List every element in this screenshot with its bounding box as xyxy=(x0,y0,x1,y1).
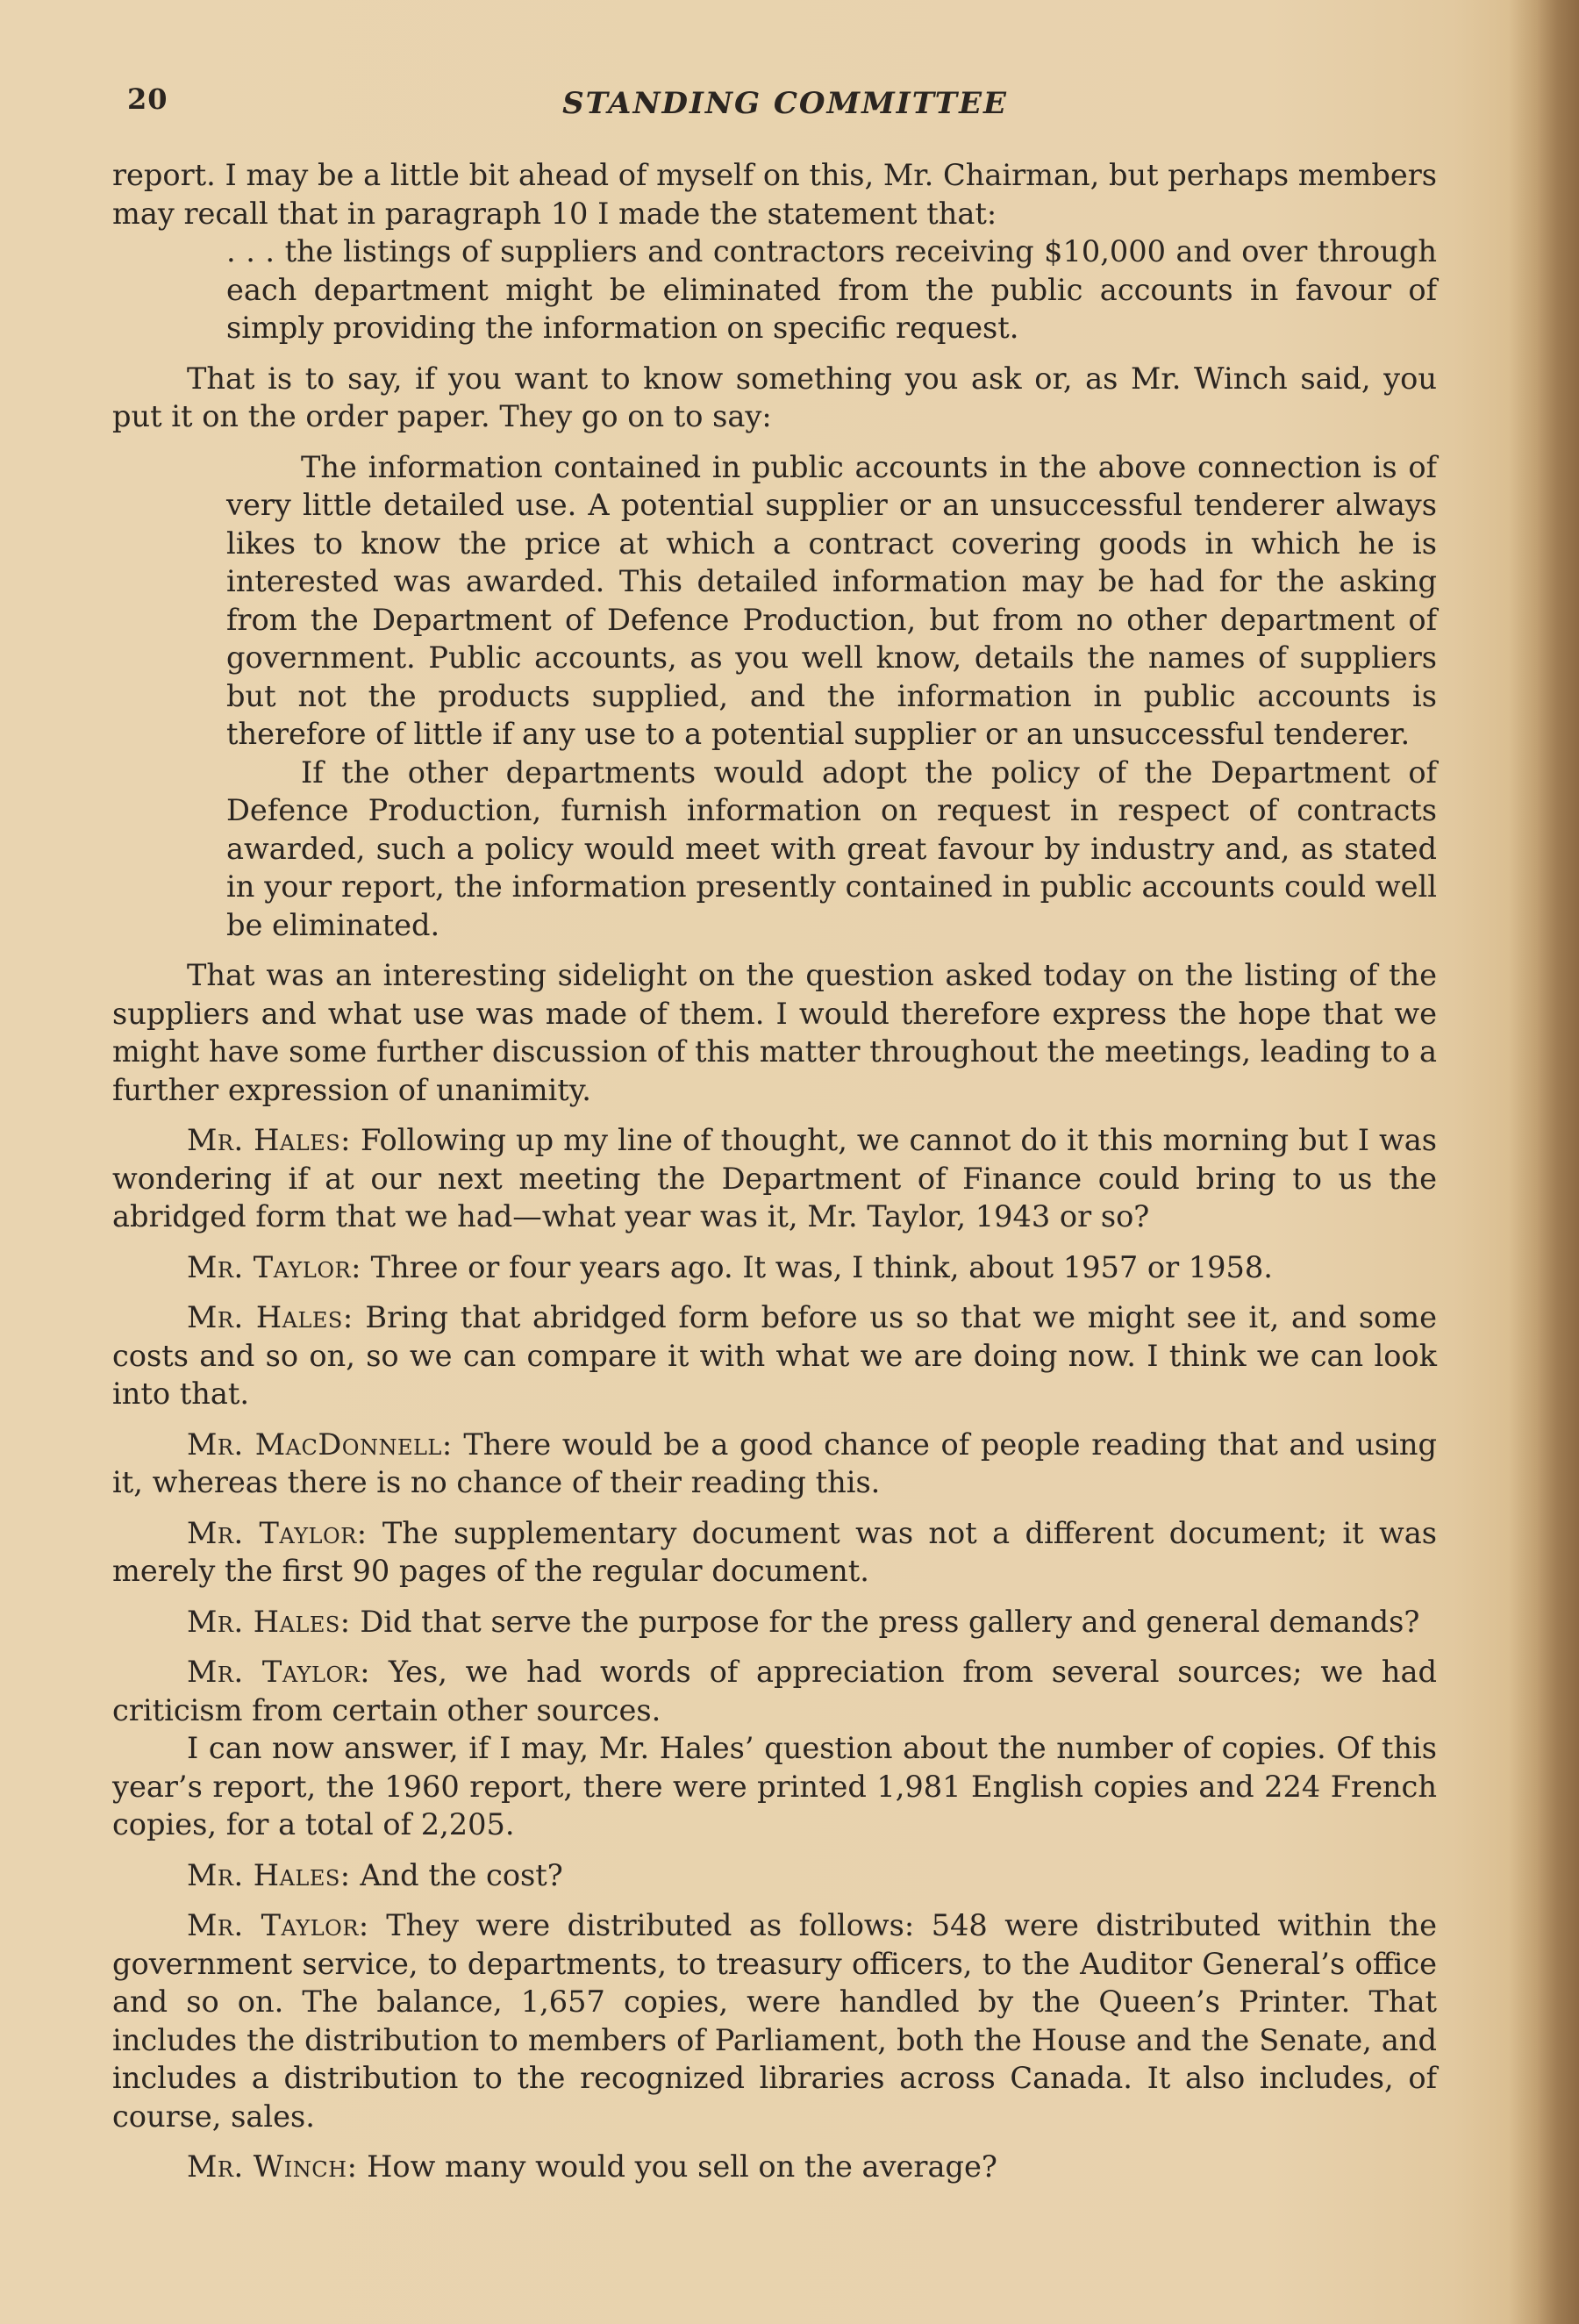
speaker-name: Mr. Taylor: xyxy=(187,1515,368,1550)
speaker-name: Mr. Taylor: xyxy=(187,1249,361,1284)
speaker-paragraph xyxy=(112,1906,1437,2135)
speech-text: How many would you sell on the average? xyxy=(367,2149,997,2184)
speaker-name: Mr. Hales: xyxy=(187,1300,354,1334)
speech-text: Did that serve the purpose for the press gallery and general demands? xyxy=(360,1604,1420,1639)
quote-paragraph: If the other departments would adopt the policy of the Department of Defence Production, furnish information on request in respect of contracts awarded, such a policy would meet with great favour by industry and, as stated in your report, the information presently contained in public accounts could well be eliminated. xyxy=(226,754,1437,942)
block-quote xyxy=(226,232,1437,347)
paragraph: That was an interesting sidelight on the question asked today on the listing of the suppliers and what use was made of them. I would therefore express the hope that we might have some further discussion of this matter throughout the meetings, leading to a further expression of unanimity. xyxy=(112,958,1437,1107)
speaker-paragraph xyxy=(112,1426,1437,1502)
quote-paragraph: The information contained in public accounts in the above connection is of very little detailed use. A potential supplier or an unsuccessful tenderer always likes to know the price at which a contract covering goods in which he is interested was awarded. This detailed information may be had for the asking from the Department of Defence Production, but from no other department of government. Public accounts, as you well know, details the names of suppliers but not the products supplied, and the information in public accounts is therefore of little if any use to a potential supplier or an unsuccessful tenderer. xyxy=(226,449,1437,751)
speaker-name: Mr. Taylor: xyxy=(187,1655,371,1689)
document-body xyxy=(112,156,1437,2186)
speaker-paragraph xyxy=(112,1248,1437,1287)
speech-text: And the cost? xyxy=(360,1857,563,1892)
speaker-name: Mr. Hales: xyxy=(187,1123,351,1157)
speaker-paragraph xyxy=(112,1121,1437,1236)
speaker-name: Mr. Hales: xyxy=(187,1857,351,1892)
speech-text: Bring that abridged form before us so that we might see it, and some costs and so on, so we can compare it with what we are doing now. I think we can look into that. xyxy=(112,1300,1437,1411)
paragraph: I can now answer, if I may, Mr. Hales’ question about the number of copies. Of this year’s report, the 1960 report, there were printed 1,981 English copies and 224 French copies, for a total of 2,205. xyxy=(112,1731,1437,1841)
quote-paragraph: . . . the listings of suppliers and contractors receiving $10,000 and over through each department might be eliminated from the public accounts in favour of simply providing the information on specific request. xyxy=(226,234,1437,345)
speech-text: There would be a good chance of people reading that and using it, whereas there is no chance of their reading this. xyxy=(112,1427,1437,1499)
speaker-paragraph xyxy=(112,1514,1437,1591)
speaker-paragraph xyxy=(112,1856,1437,1895)
speech-text: Three or four years ago. It was, I think, about 1957 or 1958. xyxy=(370,1249,1273,1284)
speaker-paragraph xyxy=(112,1653,1437,1729)
speaker-paragraph xyxy=(112,2148,1437,2186)
speech-text: They were distributed as follows: 548 were distributed within the government service, to departments, to treasury officers, to the Auditor General’s office and so on. The balance, 1,657 copies, were handled by the Queen’s Printer. That includes the distribution to members of Parliament, both the House and the Senate, and includes a distribution to the recognized libraries across Canada. It also includes, of course, sales. xyxy=(112,1908,1437,2134)
speech-text: The supplementary document was not a different document; it was merely the first 90 pages of the regular document. xyxy=(112,1515,1437,1588)
speaker-paragraph xyxy=(112,1603,1437,1641)
speaker-name: Mr. MacDonnell: xyxy=(187,1427,453,1462)
speech-text: Following up my line of thought, we cannot do it this morning but I was wondering if at our next meeting the Department of Finance could bring to us the abridged form that we had—what year was it, Mr. Taylor, 1943 or so? xyxy=(112,1123,1438,1234)
speech-text: Yes, we had words of appreciation from several sources; we had criticism from certain other sources. xyxy=(112,1655,1437,1727)
speaker-name: Mr. Hales: xyxy=(187,1604,351,1639)
block-quote xyxy=(226,448,1437,945)
speaker-name: Mr. Winch: xyxy=(187,2149,358,2184)
page-edge-shadow xyxy=(1509,0,1579,2324)
speaker-name: Mr. Taylor: xyxy=(187,1908,369,1942)
running-title: STANDING COMMITTEE xyxy=(562,86,1008,121)
speaker-paragraph xyxy=(112,1298,1437,1413)
page-header xyxy=(127,77,1443,130)
page-number: 20 xyxy=(127,82,168,116)
paragraph: That is to say, if you want to know something you ask or, as Mr. Winch said, you put it on the order paper. They go on to say: xyxy=(112,361,1437,433)
paragraph: report. I may be a little bit ahead of myself on this, Mr. Chairman, but perhaps members may recall that in paragraph 10 I made the statement that: xyxy=(112,158,1437,231)
